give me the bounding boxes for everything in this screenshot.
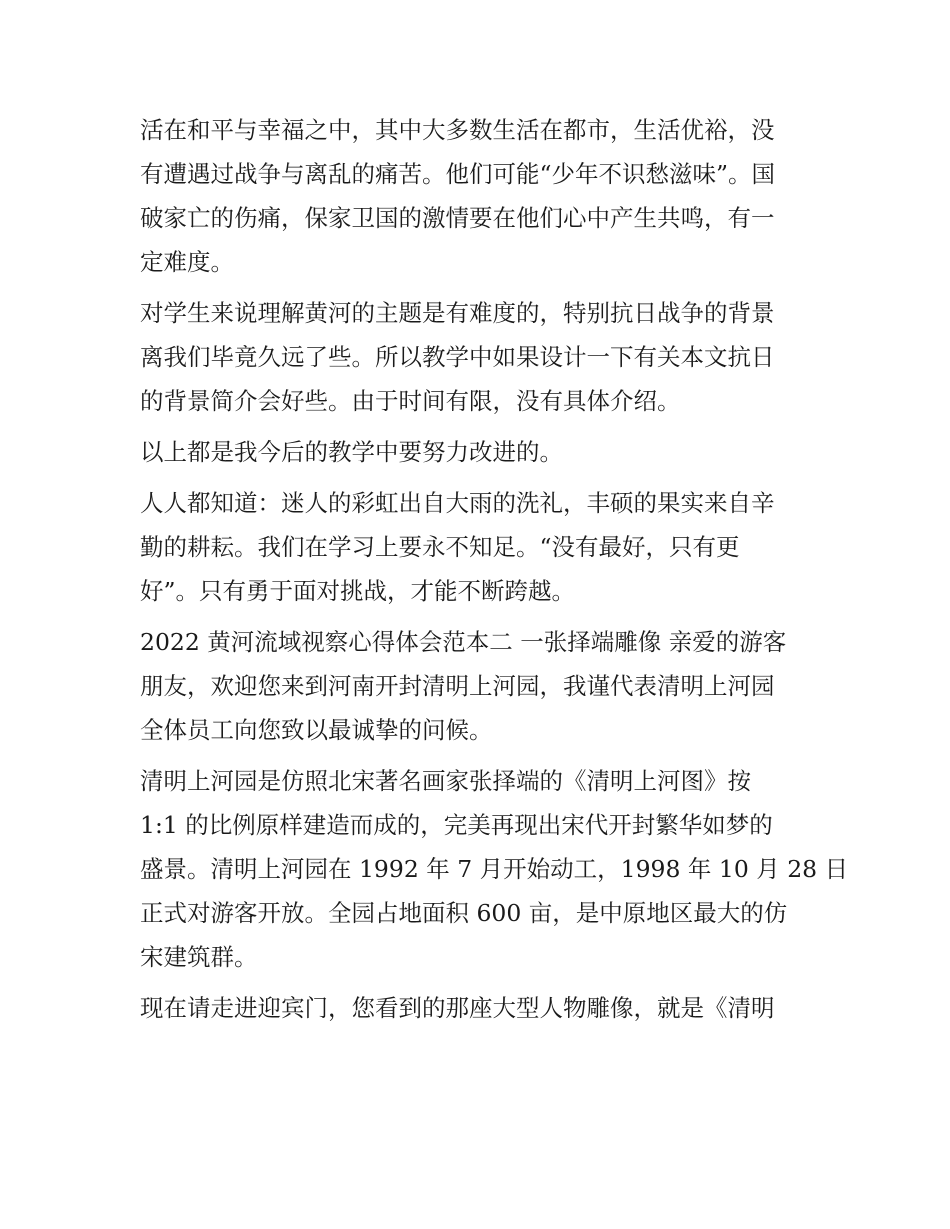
text-line: 有遭遇过战争与离乱的痛苦。他们可能“少年不识愁滋味”。国 — [140, 160, 776, 188]
text-line: 定难度。 — [140, 248, 234, 276]
text-line: 1:1 的比例原样建造而成的，完美再现出宋代开封繁华如梦的 — [140, 811, 773, 839]
paragraph — [140, 759, 849, 979]
paragraph — [140, 108, 815, 284]
text-line: 盛景。清明上河园在 1992 年 7 月开始动工，1998 年 10 月 28 日 — [140, 855, 849, 883]
document-body — [140, 108, 849, 1030]
text-line: 破家亡的伤痛，保家卫国的激情要在他们心中产生共鸣，有一 — [140, 204, 775, 232]
text-line: 现在请走进迎宾门，您看到的那座大型人物雕像，就是《清明 — [140, 994, 775, 1022]
text-line: 人人都知道：迷人的彩虹出自大雨的洗礼，丰硕的果实来自辛 — [140, 489, 775, 517]
text-line: 正式对游客开放。全园占地面积 600 亩，是中原地区最大的仿 — [140, 899, 788, 927]
text-line: 全体员工向您致以最诚挚的问候。 — [140, 716, 493, 744]
text-line: 2022 黄河流域视察心得体会范本二 一张择端雕像 亲爱的游客 — [140, 628, 787, 656]
text-line: 离我们毕竟久远了些。所以教学中如果设计一下有关本文抗日 — [140, 343, 775, 371]
paragraph — [140, 430, 815, 474]
text-line: 清明上河园是仿照北宋著名画家张择端的《清明上河图》按 — [140, 767, 751, 795]
text-line: 以上都是我今后的教学中要努力改进的。 — [140, 438, 563, 466]
paragraph — [140, 291, 815, 423]
text-line: 的背景简介会好些。由于时间有限，没有具体介绍。 — [140, 387, 681, 415]
text-line: 活在和平与幸福之中，其中大多数生活在都市，生活优裕，没 — [140, 116, 775, 144]
text-line: 好”。只有勇于面对挑战，才能不断跨越。 — [140, 577, 576, 605]
text-line: 对学生来说理解黄河的主题是有难度的，特别抗日战争的背景 — [140, 299, 775, 327]
paragraph — [140, 620, 815, 752]
text-line: 朋友，欢迎您来到河南开封清明上河园，我谨代表清明上河园 — [140, 672, 775, 700]
text-line: 宋建筑群。 — [140, 943, 258, 971]
text-line: 勤的耕耘。我们在学习上要永不知足。“没有最好，只有更 — [140, 533, 740, 561]
paragraph — [140, 986, 815, 1030]
paragraph — [140, 481, 815, 613]
